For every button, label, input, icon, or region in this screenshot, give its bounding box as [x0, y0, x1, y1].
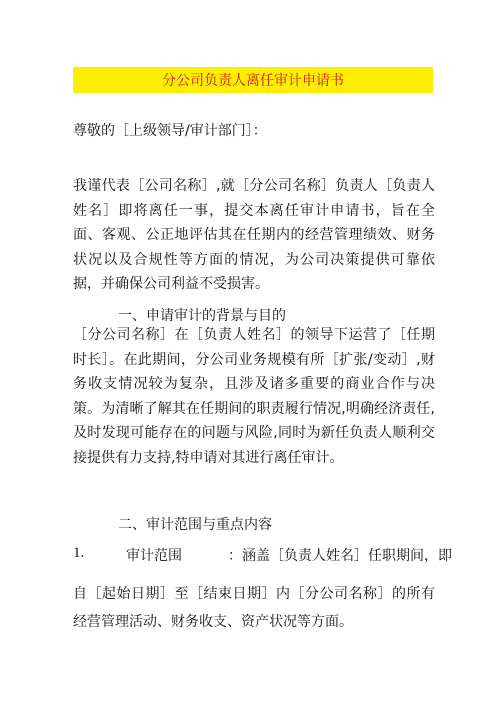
section1-body: ［分公司名称］在［负责人姓名］的领导下运营了［任期时长］。在此期间，分公司业务规模有所［扩张/变动］,财务收支情况较为复杂，且涉及诸多重要的商业合作与决策。为清晰了解其在任期间的职责履行情况,明确经济责任,及时发现可能存在的问题与风险,同时为新任负责人顺利交接提供有力支持,特申请对其进行离任审计。 [73, 327, 435, 466]
item-label: 审计范围 [126, 548, 182, 564]
list-item [73, 545, 452, 564]
item-continuation: 自［起始日期］至［结束日期］内［分公司名称］的所有经营管理活动、财务收支、资产状况等方面。 [73, 586, 435, 630]
section1-heading: 一、申请审计的背景与目的 [118, 308, 286, 324]
item-text: ：涵盖［负责人姓名］任职期间，即 [228, 548, 452, 564]
intro-paragraph: 我谨代表［公司名称］,就［分公司名称］负责人［负责人姓名］即将离任一事，提交本离任审计申请书，旨在全面、客观、公正地评估其在任期内的经营管理绩效、财务状况以及合规性等方面的情况，为公司决策提供可靠依据，并确保公司利益不受损害。 [73, 178, 435, 292]
item-number: 1. [73, 545, 85, 561]
document-title: 分公司负责人离任审计申请书 [73, 67, 433, 93]
section2-heading: 二、审计范围与重点内容 [118, 517, 272, 533]
salutation: 尊敬的［上级领导/审计部门］： [73, 123, 267, 139]
